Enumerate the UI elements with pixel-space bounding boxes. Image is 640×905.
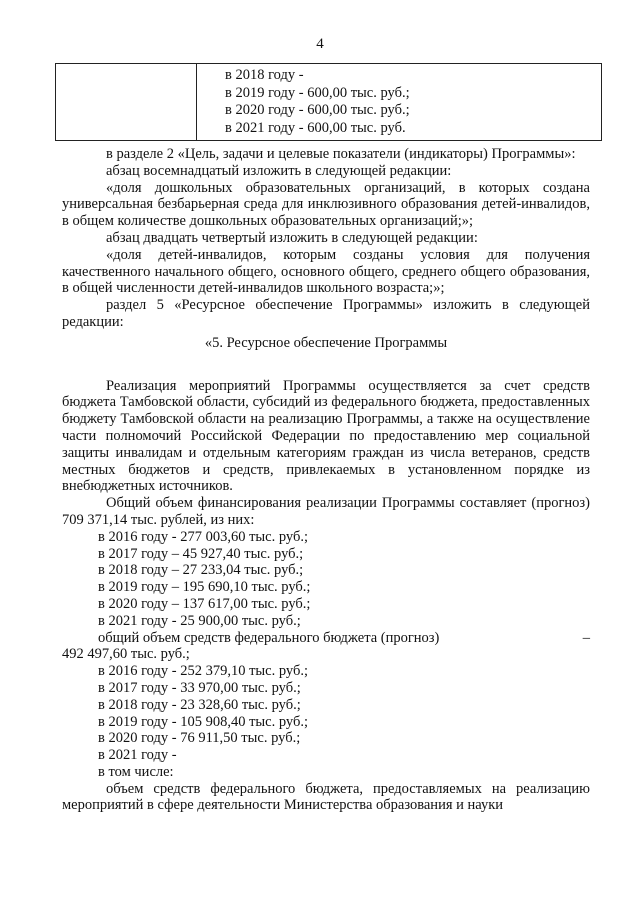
paragraph: «доля дошкольных образовательных организаций, в которых создана универсальная безбарьерная среда для инклюзивного образования детей-инвалидов, в общем количестве дошкольных образовательных организаций;»;	[62, 179, 590, 230]
year-line: в 2019 году – 195 690,10 тыс. руб.;	[98, 579, 311, 596]
paragraph: объем средств федерального бюджета, предоставляемых на реализацию мероприятий в сфере деятельности Министерства образования и науки	[62, 780, 590, 814]
section-heading: «5. Ресурсное обеспечение Программы	[204, 334, 448, 351]
year-line: в 2020 году - 76 911,50 тыс. руб.;	[98, 730, 301, 747]
year-line: в 2021 году -	[98, 747, 177, 764]
year-line: в 2016 году - 252 379,10 тыс. руб.;	[98, 663, 309, 680]
federal-total-label: общий объем средств федерального бюджета (прогноз)	[98, 629, 440, 646]
year-line: в 2016 году - 277 003,60 тыс. руб.;	[98, 528, 309, 545]
continuation-table	[55, 63, 602, 141]
table-line: в 2019 году - 600,00 тыс. руб.;	[225, 84, 410, 101]
federal-total-line	[62, 630, 590, 647]
paragraph: Реализация мероприятий Программы осуществляется за счет средств бюджета Тамбовской области, субсидий из федерального бюджета, предоставленных бюджету Тамбовской области на реализацию Программы, а также на осуществление части полномочий Российской Федерации по предоставлению мер социальной защиты инвалидам и отдельным категориям граждан из числа ветеранов, средств местных бюджетов и средств, привлекаемых в установленном порядке из внебюджетных источников.	[62, 377, 590, 495]
document-body	[62, 146, 590, 814]
federal-total-value: 492 497,60 тыс. руб.;	[62, 646, 190, 663]
paragraph: в разделе 2 «Цель, задачи и целевые показатели (индикаторы) Программы»:	[106, 146, 576, 162]
paragraph: абзац восемнадцатый изложить в следующей редакции:	[106, 162, 452, 179]
year-line: в 2018 году - 23 328,60 тыс. руб.;	[98, 696, 301, 713]
year-line: в 2017 году – 45 927,40 тыс. руб.;	[98, 545, 304, 562]
table-cell-empty	[56, 64, 197, 141]
year-line: в 2018 году – 27 233,04 тыс. руб.;	[98, 562, 304, 579]
year-line: в 2017 году - 33 970,00 тыс. руб.;	[98, 679, 301, 696]
table-line: в 2021 году - 600,00 тыс. руб.	[225, 119, 406, 136]
paragraph: раздел 5 «Ресурсное обеспечение Программы» изложить в следующей редакции:	[62, 297, 590, 330]
table-line: в 2020 году - 600,00 тыс. руб.;	[225, 102, 410, 118]
year-line: в 2020 году – 137 617,00 тыс. руб.;	[98, 595, 311, 612]
including-label: в том числе:	[98, 763, 174, 780]
table-line: в 2018 году -	[225, 67, 304, 83]
year-line: в 2019 году - 105 908,40 тыс. руб.;	[98, 713, 309, 730]
table-cell-funding	[197, 64, 602, 141]
paragraph: Общий объем финансирования реализации Программы составляет (прогноз) 709 371,14 тыс. рублей, из них:	[62, 495, 590, 528]
table-row	[56, 64, 602, 141]
federal-total-dash: –	[582, 629, 590, 646]
year-line: в 2021 году - 25 900,00 тыс. руб.;	[98, 612, 301, 629]
paragraph: абзац двадцать четвертый изложить в следующей редакции:	[106, 229, 478, 246]
page-number: 4	[316, 36, 324, 52]
paragraph: «доля детей-инвалидов, которым созданы условия для получения качественного начального общего, основного общего, среднего общего образования, в общей численности детей-инвалидов школьного возраста;»;	[62, 246, 590, 297]
spacer	[62, 352, 590, 378]
